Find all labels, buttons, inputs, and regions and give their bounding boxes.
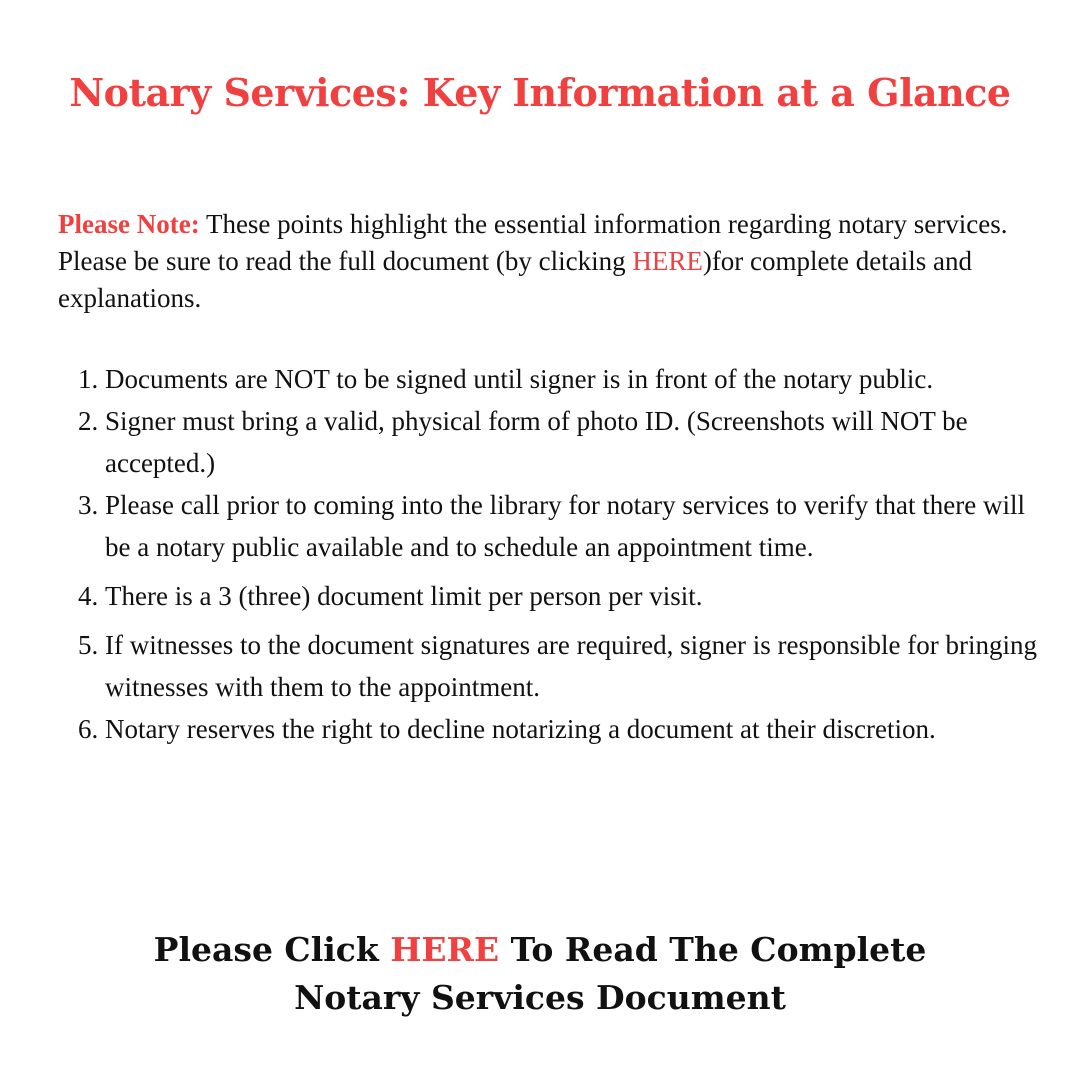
- rule-item-4: [78, 575, 1038, 617]
- rule-item-2: [78, 400, 1038, 484]
- rule-text: Notary reserves the right to decline notarizing a document at their discretion.: [105, 714, 936, 744]
- rule-text: Signer must bring a valid, physical form of photo ID. (Screenshots will NOT be accepted.): [105, 406, 968, 478]
- rule-text: Documents are NOT to be signed until signer is in front of the notary public.: [105, 364, 934, 394]
- rule-number: 1.: [78, 364, 99, 394]
- rule-number: 3.: [78, 490, 99, 520]
- rule-number: 4.: [78, 581, 99, 611]
- rule-number: 2.: [78, 406, 99, 436]
- cta-here-link[interactable]: HERE: [390, 930, 500, 969]
- read-document-cta: [0, 926, 1080, 1022]
- note-label: Please Note:: [58, 209, 200, 239]
- rule-text: If witnesses to the document signatures are required, signer is responsible for bringing witnesses with them to the appointment.: [105, 630, 1038, 702]
- note-paragraph: [58, 206, 1033, 317]
- page-title: Notary Services: Key Information at a Glance: [69, 70, 1011, 115]
- rules-list: [78, 358, 1038, 750]
- rule-item-6: [78, 708, 1038, 750]
- cta-text-before-link: Please Click: [153, 930, 391, 969]
- rule-number: 5.: [78, 630, 99, 660]
- note-text-after-link: )for complete details and explanations.: [58, 246, 972, 313]
- rule-text: Please call prior to coming into the library for notary services to verify that there will be a notary public available and to schedule an appointment time.: [105, 490, 1025, 562]
- note-here-link[interactable]: HERE: [632, 246, 703, 276]
- rule-number: 6.: [78, 714, 99, 744]
- note-text-before-link: These points highlight the essential information regarding notary services. Please be sure to read the full document (by clicking: [58, 209, 1008, 276]
- rule-item-5: [78, 624, 1038, 708]
- cta-line-2: Notary Services Document: [294, 978, 786, 1017]
- rule-item-1: [78, 358, 1038, 400]
- rule-text: There is a 3 (three) document limit per person per visit.: [105, 581, 703, 611]
- rule-item-3: [78, 484, 1038, 568]
- cta-text-after-link: To Read The Complete: [499, 930, 927, 969]
